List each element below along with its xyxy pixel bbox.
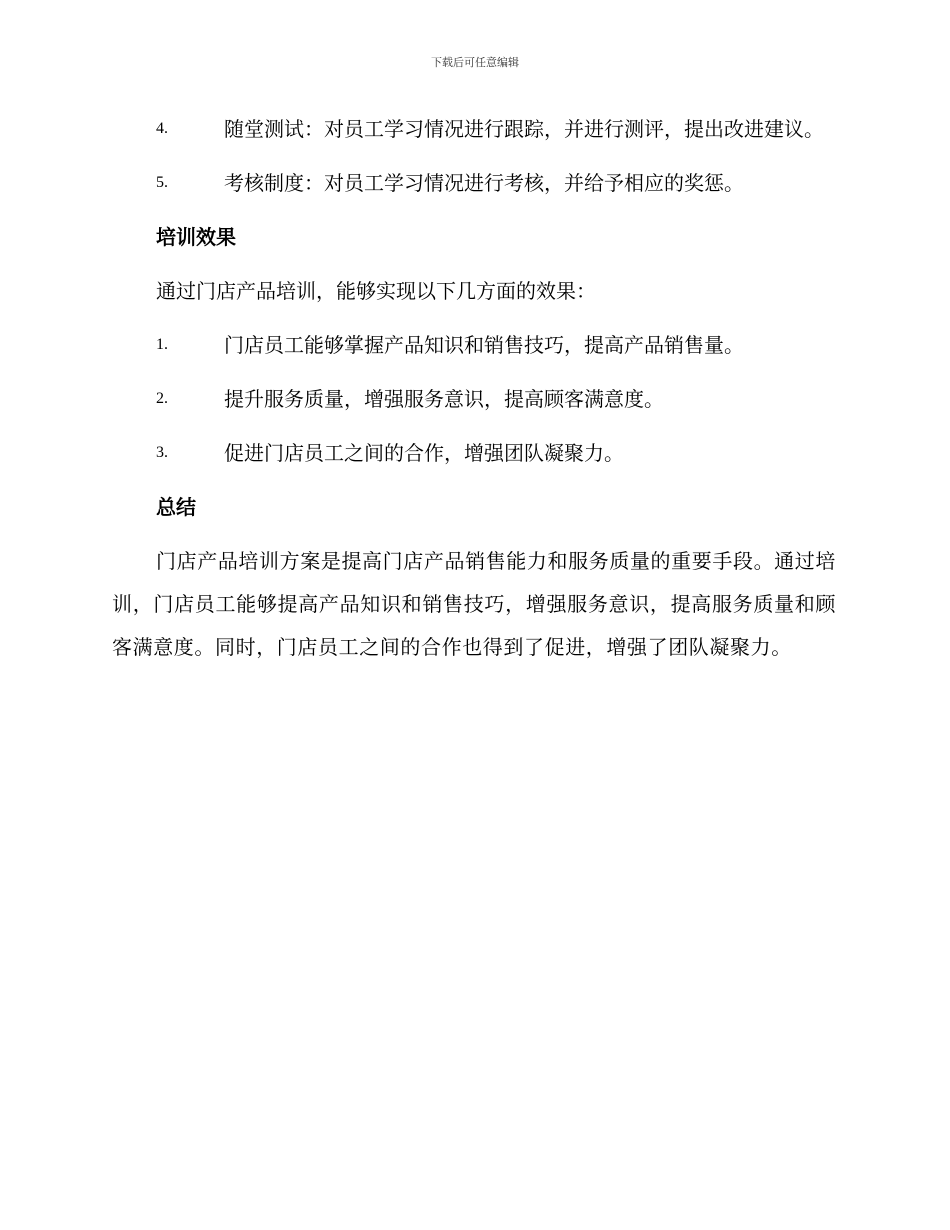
list-number: 5. — [156, 174, 168, 191]
list-item — [112, 432, 836, 474]
list-text: 提升服务质量，增强服务意识，提高顾客满意度。 — [224, 387, 664, 411]
list-text: 门店员工能够掌握产品知识和销售技巧，提高产品销售量。 — [224, 333, 744, 357]
document-body — [112, 108, 836, 681]
list-text: 促进门店员工之间的合作，增强团队凝聚力。 — [224, 441, 624, 465]
list-text: 随堂测试：对员工学习情况进行跟踪，并进行测评，提出改进建议。 — [224, 117, 824, 141]
list-item — [112, 162, 836, 204]
section-heading-summary: 总结 — [156, 495, 196, 519]
list-number: 1. — [156, 336, 168, 353]
list-text: 考核制度：对员工学习情况进行考核，并给予相应的奖惩。 — [224, 171, 744, 195]
list-item — [112, 324, 836, 366]
list-number: 3. — [156, 444, 168, 461]
list-item — [112, 108, 836, 150]
page-header: 下载后可任意编辑 — [431, 56, 519, 69]
list-item — [112, 378, 836, 420]
section-heading-effects: 培训效果 — [156, 225, 236, 249]
effects-intro: 通过门店产品培训，能够实现以下几方面的效果： — [156, 279, 596, 303]
list-number: 4. — [156, 120, 168, 137]
summary-paragraph: 门店产品培训方案是提高门店产品销售能力和服务质量的重要手段。通过培训，门店员工能够提高产品知识和销售技巧，增强服务意识，提高服务质量和顾客满意度。同时，门店员工之间的合作也得到了促进，增强了团队凝聚力。 — [112, 549, 836, 659]
list-number: 2. — [156, 390, 168, 407]
